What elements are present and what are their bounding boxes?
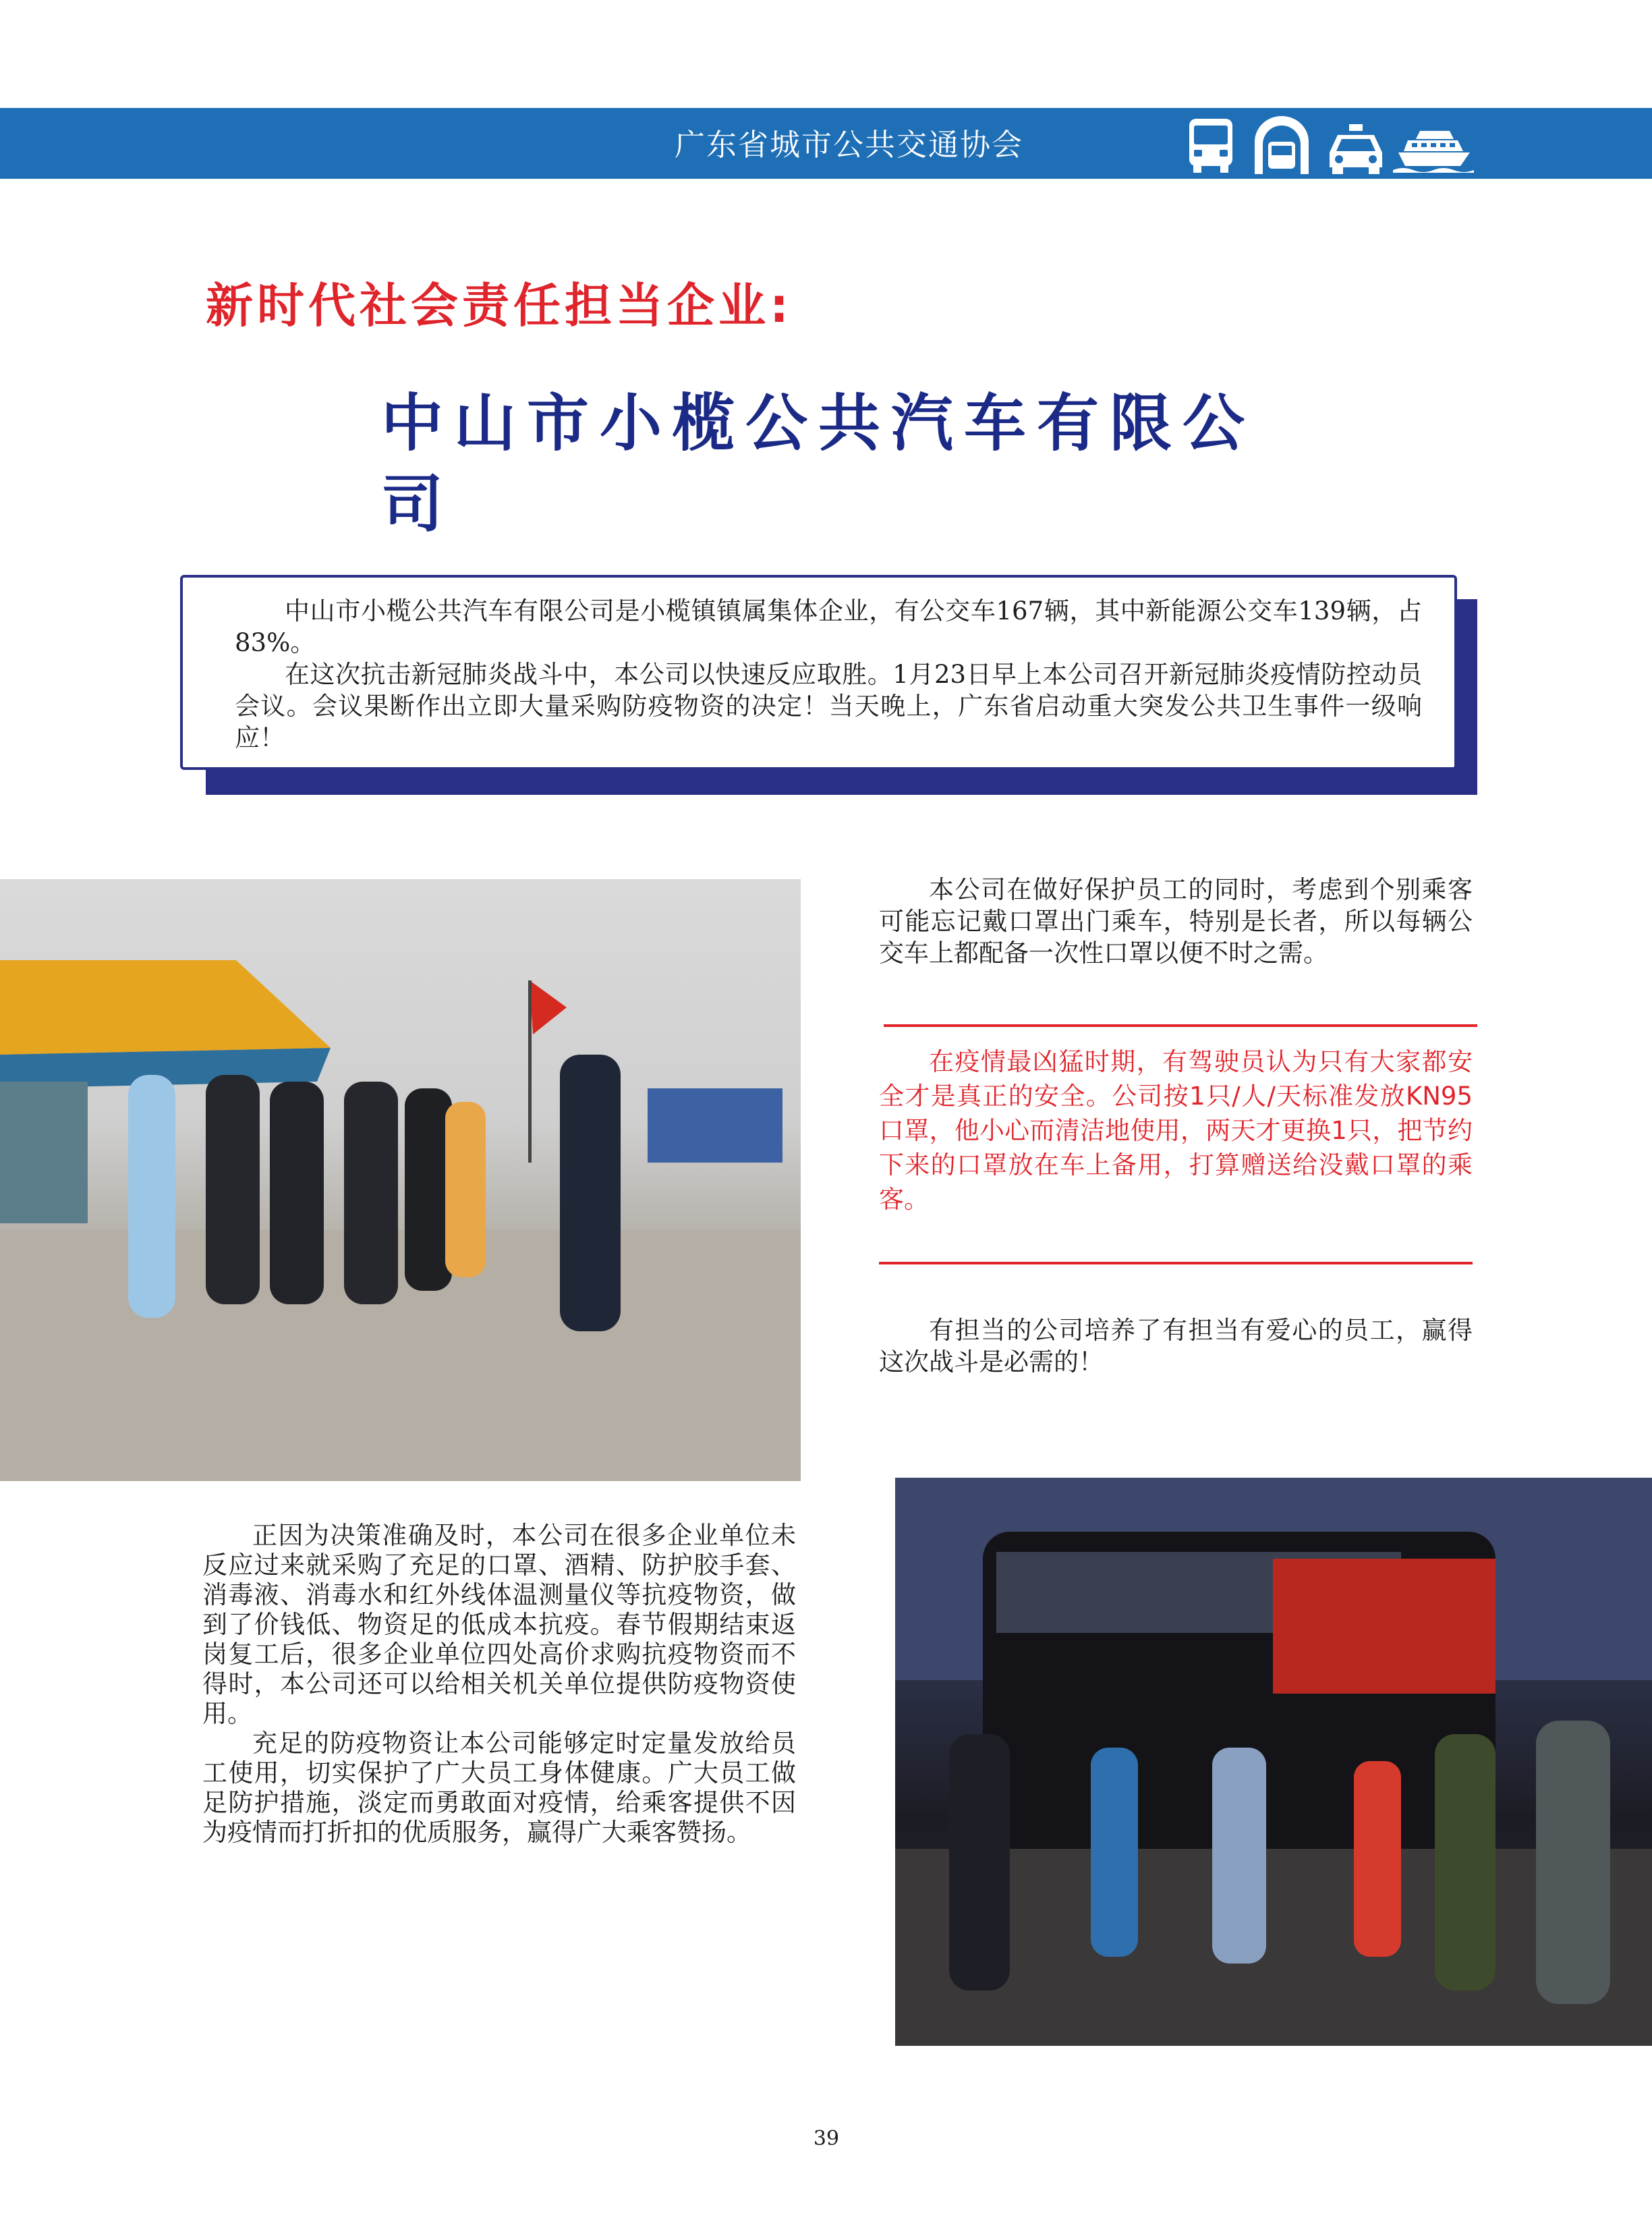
ferry-icon	[1393, 115, 1474, 175]
body-paragraph: 有担当的公司培养了有担当有爱心的员工，赢得这次战斗是必需的！	[879, 1316, 1473, 1376]
right-paragraph-1	[879, 874, 1473, 969]
section-kicker: 新时代社会责任担当企业:	[206, 278, 793, 333]
page-number: 39	[813, 2127, 840, 2150]
body-paragraph: 本公司在做好保护员工的同时，考虑到个别乘客可能忘记戴口罩出门乘车，特别是长者，所以每辆公交车上都配备一次性口罩以便不时之需。	[879, 875, 1473, 968]
right-paragraph-2	[879, 1314, 1473, 1378]
header-title: 广东省城市公共交通协会	[675, 127, 1024, 163]
body-paragraph: 正因为决策准确及时，本公司在很多企业单位未反应过来就采购了充足的口罩、酒精、防护胶手套、消毒液、消毒水和红外线体温测量仪等抗疫物资，做到了价钱低、物资足的低成本抗疫。春节假期结束返岗复工后，很多企业单位四处高价求购抗疫物资而不得时，本公司还可以给相关机关单位提供防疫物资使用。	[202, 1521, 796, 1728]
company-title: 中山市小榄公共汽车有限公司	[381, 387, 1256, 540]
body-paragraph: 充足的防疫物资让本公司能够定时定量发放给员工使用，切实保护了广大员工身体健康。广大员工做足防护措施，淡定而勇敢面对疫情，给乘客提供不因为疫情而打折扣的优质服务，赢得广大乘客赞扬。	[202, 1729, 796, 1847]
left-column-text	[202, 1521, 796, 1847]
metro-icon	[1251, 115, 1312, 175]
intro-paragraph: 在这次抗击新冠肺炎战斗中，本公司以快速反应取胜。1月23日早上本公司召开新冠肺炎疫情防控动员会议。会议果断作出立即大量采购防疫物资的决定！当天晚上，广东省启动重大突发公共卫生事件一级响应！	[235, 660, 1422, 752]
header-icons	[1184, 115, 1474, 175]
intro-paragraph: 中山市小榄公共汽车有限公司是小榄镇镇属集体企业，有公交车167辆，其中新能源公交车139辆，占83%。	[235, 596, 1422, 657]
photo-bus-night	[895, 1478, 1652, 2046]
taxi-icon	[1326, 115, 1386, 175]
intro-text	[235, 595, 1422, 754]
highlight-bottom-rule	[879, 1262, 1473, 1264]
highlight-block	[879, 1045, 1473, 1217]
highlight-top-rule	[884, 1024, 1477, 1027]
highlight-paragraph: 在疫情最凶猛时期，有驾驶员认为只有大家都安全才是真正的安全。公司按1只/人/天标准发放KN95口罩，他小心而清洁地使用，两天才更换1只，把节约下来的口罩放在车上备用，打算赠送给没戴口罩的乘客。	[879, 1047, 1473, 1214]
bus-icon	[1184, 115, 1238, 175]
photo-ceremony	[0, 879, 801, 1481]
